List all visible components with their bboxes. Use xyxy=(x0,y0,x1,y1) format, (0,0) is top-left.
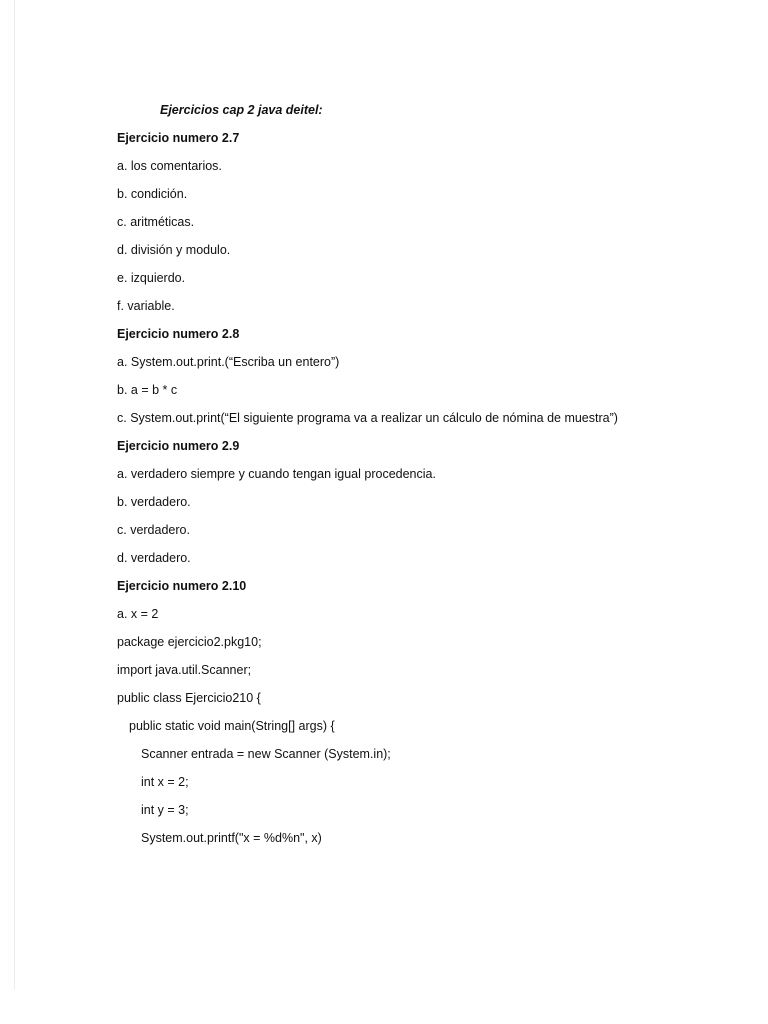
section-heading-2-7: Ejercicio numero 2.7 xyxy=(117,131,240,145)
answer-2-9-d: d. verdadero. xyxy=(117,551,191,565)
code-line-package: package ejercicio2.pkg10; xyxy=(117,635,262,649)
answer-2-9-a: a. verdadero siempre y cuando tengan igual procedencia. xyxy=(117,467,436,481)
answer-2-7-d: d. división y modulo. xyxy=(117,243,231,257)
document-title: Ejercicios cap 2 java deitel: xyxy=(160,103,323,117)
answer-2-9-b: b. verdadero. xyxy=(117,495,191,509)
answer-2-10-a: a. x = 2 xyxy=(117,607,159,621)
code-line-int-x: int x = 2; xyxy=(141,775,189,789)
section-heading-2-10: Ejercicio numero 2.10 xyxy=(117,579,247,593)
answer-2-7-a: a. los comentarios. xyxy=(117,159,222,173)
section-heading-2-8: Ejercicio numero 2.8 xyxy=(117,327,240,341)
document-content xyxy=(117,100,737,856)
code-line-printf: System.out.printf("x = %d%n", x) xyxy=(141,831,322,845)
code-line-scanner: Scanner entrada = new Scanner (System.in); xyxy=(141,747,391,761)
section-heading-2-9: Ejercicio numero 2.9 xyxy=(117,439,240,453)
answer-2-8-a: a. System.out.print.(“Escriba un entero”) xyxy=(117,355,340,369)
page-edge-line xyxy=(14,0,15,990)
answer-2-7-e: e. izquierdo. xyxy=(117,271,186,285)
answer-2-8-b: b. a = b * c xyxy=(117,383,178,397)
code-line-main-method: public static void main(String[] args) { xyxy=(129,719,335,733)
answer-2-9-c: c. verdadero. xyxy=(117,523,190,537)
answer-2-8-c: c. System.out.print(“El siguiente programa va a realizar un cálculo de nómina de muestra”) xyxy=(117,411,618,425)
answer-2-7-b: b. condición. xyxy=(117,187,188,201)
answer-2-7-f: f. variable. xyxy=(117,299,175,313)
code-line-import: import java.util.Scanner; xyxy=(117,663,252,677)
code-line-int-y: int y = 3; xyxy=(141,803,189,817)
code-line-class-declaration: public class Ejercicio210 { xyxy=(117,691,261,705)
answer-2-7-c: c. aritméticas. xyxy=(117,215,195,229)
